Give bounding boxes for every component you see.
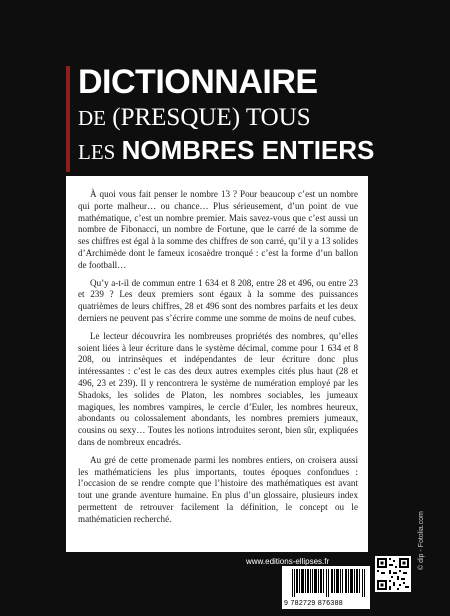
title-line-2 bbox=[78, 102, 438, 134]
isbn-barcode bbox=[282, 566, 370, 609]
blurb-paragraph-2: Qu’y a-t-il de commun entre 1 634 et 8 208, entre 28 et 496, ou entre 23 et 239 ? Les deux premiers sont égaux à la somme des puissances quatrièmes de leurs chiffres, 28 et 496 sont des nombres parfaits et les deux derniers ne peuvent pas s’écrire comme une somme de moins de neuf cubes. bbox=[78, 277, 358, 323]
blurb-paragraph-4: Au gré de cette promenade parmi les nombres entiers, on croisera aussi les mathématiciens les plus importants, toutes époques confondues : l’occasion de se rendre compte que l’histoire des mathématiques est avant tout une grande aventure humaine. En plus d’un glossaire, plusieurs index permettent de retrouver facilement la définition, le concept ou le mathématicien recherché. bbox=[78, 454, 358, 524]
barcode-icon bbox=[292, 569, 366, 597]
publisher-website[interactable]: www.editions-ellipses.fr bbox=[246, 557, 330, 566]
title-line-3 bbox=[78, 134, 438, 168]
blurb-paragraph-3: Le lecteur découvrira les nombreuses propriétés des nombres, qu’elles soient liées à leur écriture dans le système décimal, comme pour 1 634 et 8 208, ou intrinsèques et indépendantes de leur écriture donc plus intéressantes : c’est le cas des deux autres exemples cités plus haut (28 et 496, 23 et 239). Il y rencontrera le système de numération employé par les Shadoks, les solides de Platon, les nombres sociables, les jumeaux magiques, les nombres vampires, le cercle d’Euler, les nombres heureux, abondants ou colossalement abondants, les nombres premiers jumeaux, cousins ou sexy… Toutes les notions introduites seront, bien sûr, expliquées dans de nombreux encadrés. bbox=[78, 330, 358, 447]
title-word-de: DE bbox=[78, 106, 106, 130]
blurb-panel bbox=[66, 176, 368, 552]
title-accent-bar bbox=[66, 66, 70, 172]
isbn-number: 9 782729 876388 bbox=[284, 600, 343, 607]
title-word-les: LES bbox=[78, 140, 116, 164]
photo-credit: © dip - Fotolia.com bbox=[418, 511, 425, 570]
title-word-nombres-entiers: NOMBRES ENTIERS bbox=[121, 135, 375, 165]
title-line-1: DICTIONNAIRE bbox=[78, 63, 318, 101]
qr-code bbox=[375, 556, 411, 592]
title-word-presque-tous: (PRESQUE) TOUS bbox=[112, 104, 311, 131]
blurb-paragraph-1: À quoi vous fait penser le nombre 13 ? Pour beaucoup c’est un nombre qui porte malheur… ou chance… Plus sérieusement, d’un point de vue mathématique, c’est un nombre premier. Mais savez-vous que c’est aussi un nombre de Fibonacci, un nombre de Fortune, que le carré de la somme de ses chiffres est égal à la somme des chiffres de son carré, qu’il y a 13 solides d’Archimède dont le fameux icosaèdre tronqué : c’est la forme d’un ballon de football… bbox=[78, 189, 358, 270]
book-title bbox=[78, 62, 438, 168]
qr-code-icon bbox=[375, 556, 411, 592]
